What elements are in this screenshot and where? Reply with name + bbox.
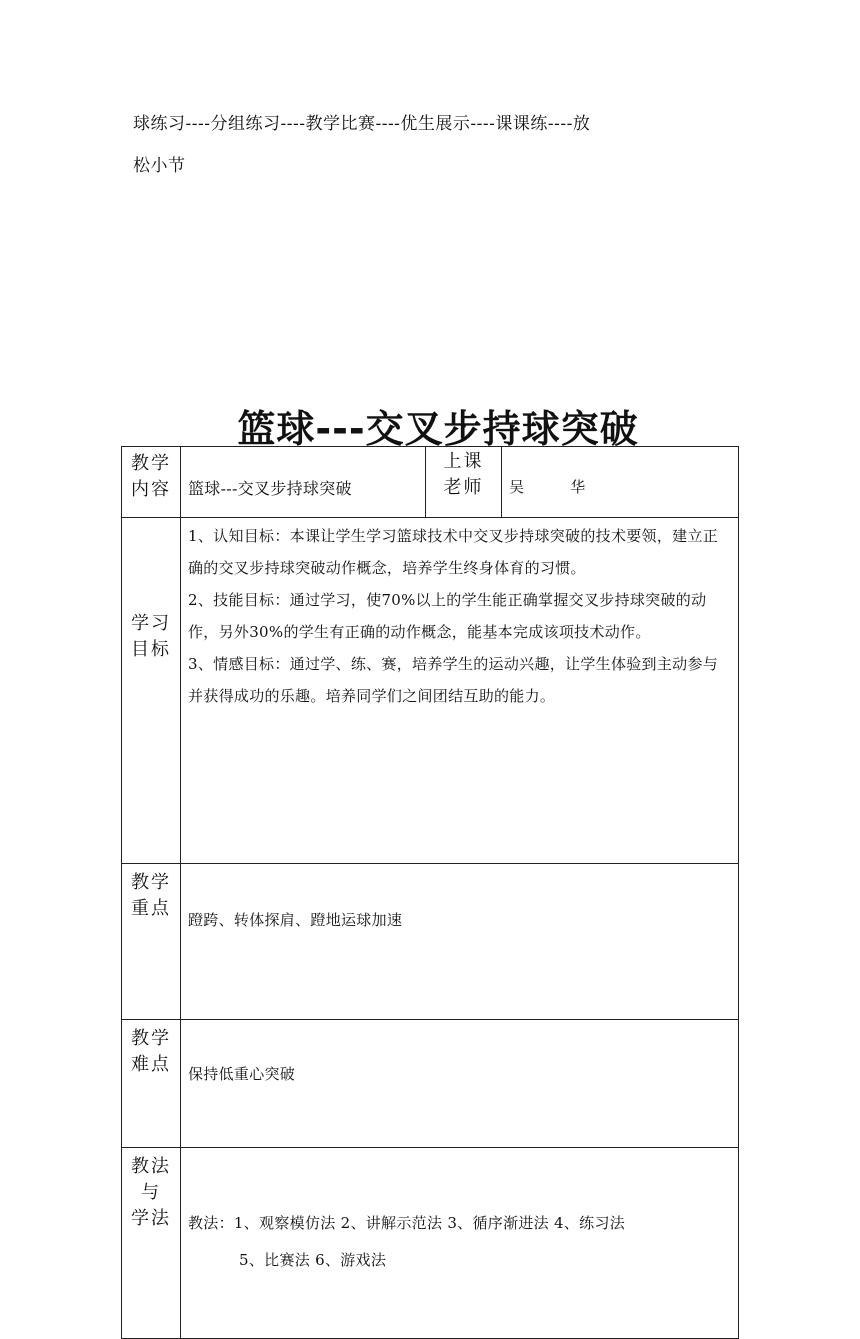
- label-teaching-content: 教学 内容: [122, 447, 181, 518]
- intro-line-1: 球练习----分组练习----教学比赛----优生展示----课课练----放: [133, 114, 591, 134]
- label-teacher: 上课 老师: [426, 447, 502, 518]
- value-teaching-focus: 蹬跨、转体探肩、蹬地运球加速: [181, 864, 739, 1020]
- label-learning-goals: 学习 目标: [122, 518, 181, 864]
- intro-line-2: 松小节: [133, 156, 186, 176]
- row-focus: [122, 864, 739, 1020]
- row-content: [122, 447, 739, 518]
- value-teaching-difficulty: 保持低重心突破: [181, 1020, 739, 1148]
- goal-affective: 3、情感目标：通过学、练、赛，培养学生的运动兴趣，让学生体验到主动参与并获得成功的乐趣。培养同学们之间团结互助的能力。: [188, 655, 719, 705]
- value-teaching-content: 篮球---交叉步持球突破: [181, 447, 426, 518]
- methods-line-2: 5、比赛法 6、游戏法: [239, 1251, 387, 1269]
- goal-cognitive: 1、认知目标：本课让学生学习篮球技术中交叉步持球突破的技术要领，建立正确的交叉步持球突破动作概念，培养学生终身体育的习惯。: [188, 527, 719, 577]
- row-difficulty: [122, 1020, 739, 1148]
- lesson-title: 篮球---交叉步持球突破: [237, 407, 639, 451]
- methods-line-1: 教法：1、观察模仿法 2、讲解示范法 3、循序渐进法 4、练习法: [188, 1214, 626, 1232]
- row-goals: [122, 518, 739, 864]
- value-teacher: 吴 华: [502, 447, 739, 518]
- label-teaching-difficulty: 教学 难点: [122, 1020, 181, 1148]
- goal-skill: 2、技能目标：通过学习，使70%以上的学生能正确掌握交叉步持球突破的动作，另外30%的学生有正确的动作概念，能基本完成该项技术动作。: [188, 591, 707, 641]
- label-teaching-focus: 教学 重点: [122, 864, 181, 1020]
- lesson-plan-table: [121, 446, 739, 1339]
- row-methods: [122, 1148, 739, 1339]
- value-methods: [181, 1148, 739, 1339]
- value-learning-goals: [181, 518, 739, 864]
- label-methods: 教法 与 学法: [122, 1148, 181, 1339]
- intro-text: [133, 103, 753, 187]
